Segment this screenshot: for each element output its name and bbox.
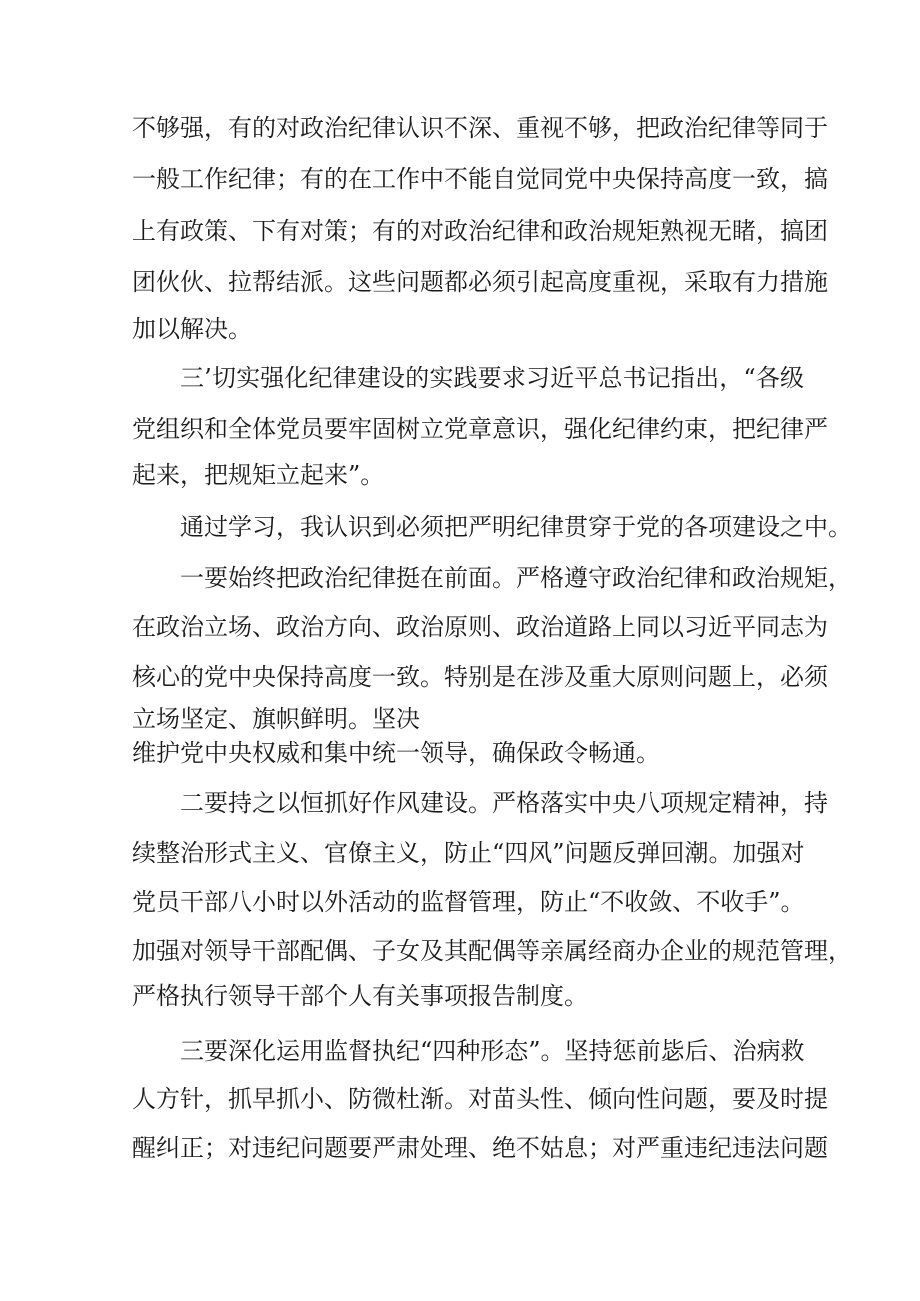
text-line: 加强对领导干部配偶、子女及其配偶等亲属经商办企业的规范管理， (132, 937, 852, 965)
text-line: 立场坚定、旗帜鲜明。坚决 (132, 705, 420, 733)
paragraph-line: 三要深化运用监督执纪“四种形态”。坚持惩前毖后、治病救 (180, 1037, 805, 1065)
paragraph-line: 一要始终把政治纪律挺在前面。严格遵守政治纪律和政治规矩， (180, 564, 852, 592)
paragraph-line: 通过学习，我认识到必须把严明纪律贯穿于党的各项建设之中。 (180, 513, 852, 541)
text-line: 严格执行领导干部个人有关事项报告制度。 (132, 982, 588, 1010)
text-line: 在政治立场、政治方向、政治原则、政治道路上同以习近平同志为 (132, 613, 828, 641)
text-line: 起来，把规矩立起来”。 (132, 461, 385, 489)
text-line: 党组织和全体党员要牢固树立党章意识，强化纪律约束，把纪律严 (132, 415, 828, 443)
text-line: 上有政策、下有对策；有的对政治纪律和政治规矩熟视无睹，搞团 (132, 217, 828, 245)
text-line: 团伙伙、拉帮结派。这些问题都必须引起高度重视，采取有力措施 (132, 268, 828, 296)
text-line: 不够强，有的对政治纪律认识不深、重视不够，把政治纪律等同于 (132, 114, 828, 142)
text-line: 人方针，抓早抓小、防微杜渐。对苗头性、倾向性问题，要及时提 (132, 1085, 828, 1113)
section-heading-line: 三’切实强化纪律建设的实践要求习近平总书记指出，“各级 (180, 364, 804, 392)
paragraph-line: 二要持之以恒抓好作风建设。严格落实中央八项规定精神，持 (180, 789, 828, 817)
text-line: 一般工作纪律；有的在工作中不能自觉同党中央保持高度一致，搞 (132, 165, 828, 193)
text-line: 续整治形式主义、官僚主义，防止“四风”问题反弹回潮。加强对 (132, 839, 805, 867)
text-line: 党员干部八小时以外活动的监督管理，防止“不收敛、不收手”。 (132, 888, 805, 916)
text-line: 醒纠正；对违纪问题要严肃处理、绝不姑息；对严重违纪违法问题 (132, 1134, 828, 1162)
text-line: 加以解决。 (132, 315, 252, 343)
text-line: 核心的党中央保持高度一致。特别是在涉及重大原则问题上，必须 (132, 663, 828, 691)
text-line: 维护党中央权威和集中统一领导，确保政令畅通。 (132, 739, 660, 767)
